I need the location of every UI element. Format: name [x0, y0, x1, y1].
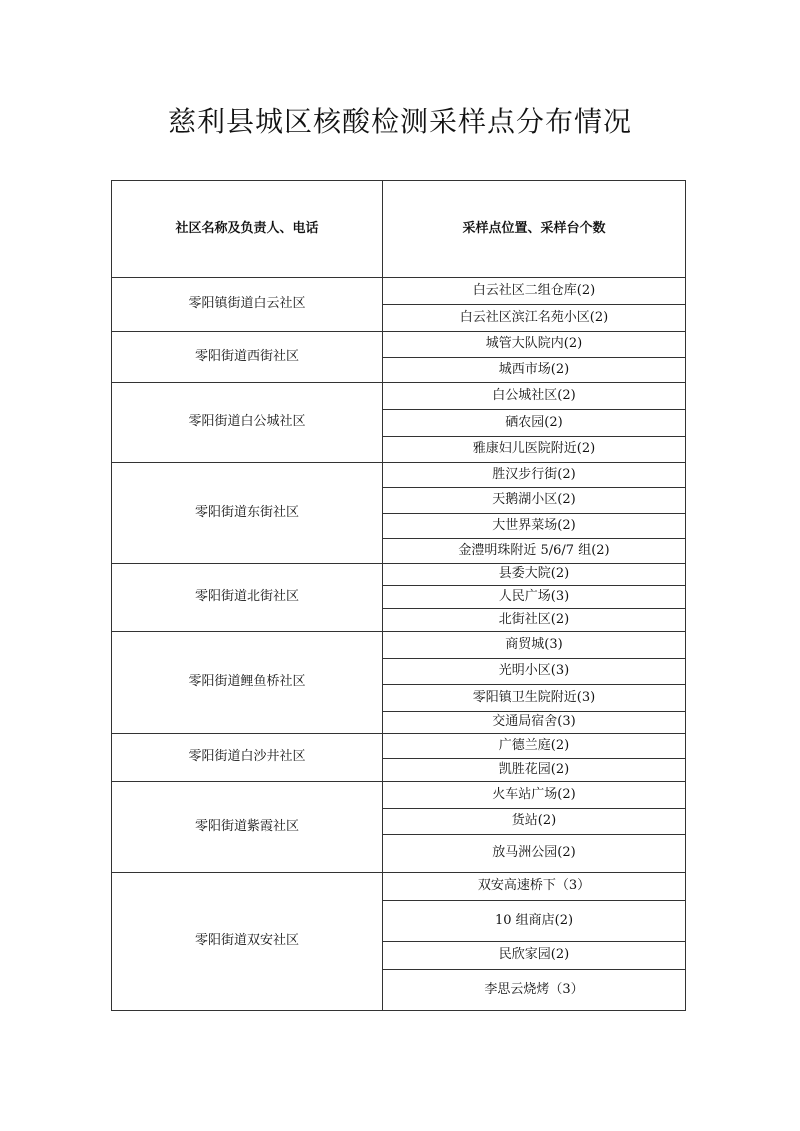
table-row	[112, 332, 686, 358]
header-community: 社区名称及负责人、电话	[112, 181, 383, 278]
site-cell: 放马洲公园(2)	[383, 835, 686, 873]
table-row	[112, 564, 686, 586]
community-cell: 零阳街道西街社区	[112, 332, 383, 383]
table-header-row	[112, 181, 686, 278]
site-cell: 货站(2)	[383, 809, 686, 835]
site-cell: 白公城社区(2)	[383, 383, 686, 410]
site-cell: 天鹅湖小区(2)	[383, 488, 686, 514]
table-row	[112, 632, 686, 659]
site-cell: 硒农园(2)	[383, 410, 686, 437]
table-row	[112, 383, 686, 410]
site-cell: 交通局宿舍(3)	[383, 712, 686, 734]
site-cell: 民欣家园(2)	[383, 942, 686, 970]
community-cell: 零阳街道紫霞社区	[112, 782, 383, 873]
site-cell: 县委大院(2)	[383, 564, 686, 586]
community-cell: 零阳街道北街社区	[112, 564, 383, 632]
site-cell: 凯胜花园(2)	[383, 759, 686, 782]
community-cell: 零阳街道东街社区	[112, 463, 383, 564]
site-cell: 火车站广场(2)	[383, 782, 686, 809]
site-cell: 城管大队院内(2)	[383, 332, 686, 358]
site-cell: 双安高速桥下（3）	[383, 873, 686, 901]
table-row	[112, 278, 686, 305]
site-cell: 北街社区(2)	[383, 609, 686, 632]
site-cell: 光明小区(3)	[383, 659, 686, 685]
community-cell: 零阳街道白公城社区	[112, 383, 383, 463]
site-cell: 白云社区二组仓库(2)	[383, 278, 686, 305]
site-cell: 大世界菜场(2)	[383, 514, 686, 539]
site-cell: 商贸城(3)	[383, 632, 686, 659]
table-row	[112, 873, 686, 901]
table-row	[112, 782, 686, 809]
site-cell: 城西市场(2)	[383, 358, 686, 383]
site-cell: 白云社区滨江名苑小区(2)	[383, 305, 686, 332]
site-cell: 广德兰庭(2)	[383, 734, 686, 759]
site-cell: 10 组商店(2)	[383, 901, 686, 942]
site-cell: 金澧明珠附近 5/6/7 组(2)	[383, 539, 686, 564]
community-cell: 零阳镇街道白云社区	[112, 278, 383, 332]
header-sites: 采样点位置、采样台个数	[383, 181, 686, 278]
sampling-sites-table	[111, 180, 686, 1011]
site-cell: 雅康妇儿医院附近(2)	[383, 437, 686, 463]
community-cell: 零阳街道双安社区	[112, 873, 383, 1011]
community-cell: 零阳街道鲤鱼桥社区	[112, 632, 383, 734]
site-cell: 零阳镇卫生院附近(3)	[383, 685, 686, 712]
table-row	[112, 734, 686, 759]
site-cell: 胜汉步行街(2)	[383, 463, 686, 488]
page-title: 慈利县城区核酸检测采样点分布情况	[167, 105, 632, 138]
site-cell: 李思云烧烤（3）	[383, 970, 686, 1011]
community-cell: 零阳街道白沙井社区	[112, 734, 383, 782]
table-row	[112, 463, 686, 488]
site-cell: 人民广场(3)	[383, 586, 686, 609]
